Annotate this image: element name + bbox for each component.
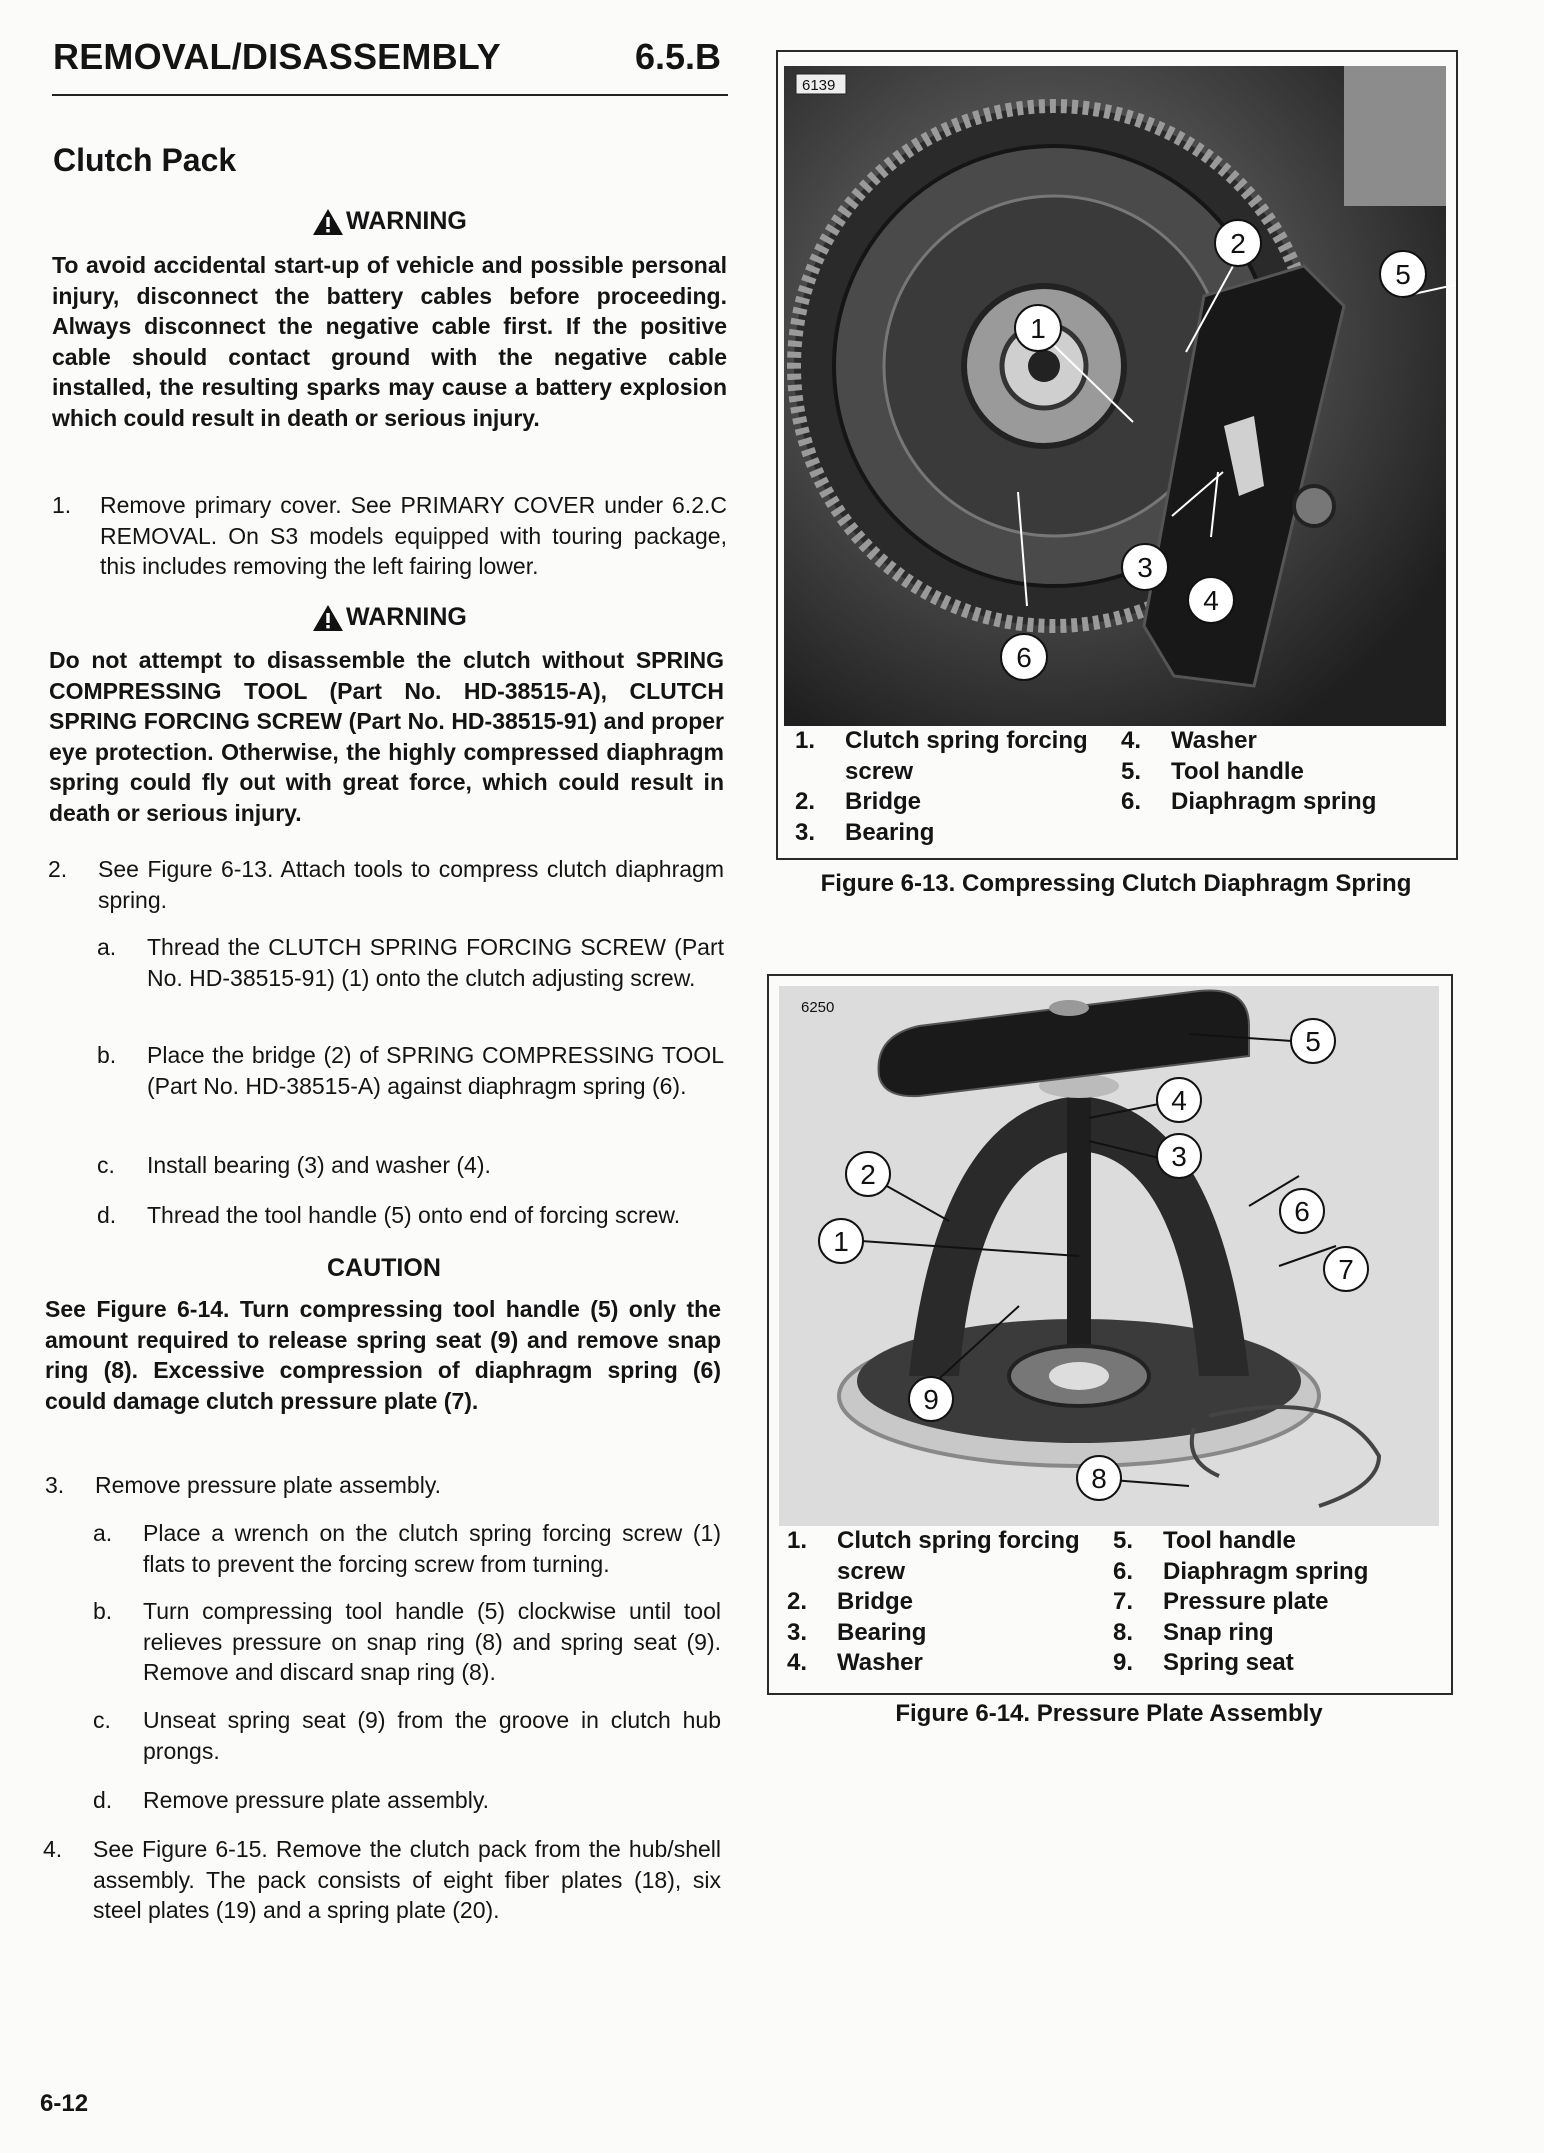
substep-letter: d. — [97, 1202, 117, 1228]
legend-num: 6. — [1121, 788, 1142, 815]
legend-num: 5. — [1113, 1527, 1134, 1554]
legend-text: Snap ring — [1163, 1618, 1274, 1646]
substep-letter: a. — [93, 1520, 113, 1546]
photo-id-label: 6250 — [801, 999, 835, 1016]
warning-heading-1 — [312, 207, 467, 236]
legend-row — [795, 726, 1115, 757]
legend-text: Bridge — [837, 1588, 914, 1615]
step-text: Remove primary cover. See PRIMARY COVER under 6.2.C REMOVAL. On S3 models equipped with touring package, this includes removing the left fairing lower. — [100, 492, 727, 579]
legend-num: 4. — [787, 1649, 808, 1676]
warning-label: WARNING — [346, 207, 467, 235]
step-number: 4. — [43, 1836, 63, 1862]
legend-text: screw — [837, 1557, 906, 1585]
callout-8: 8 — [1091, 1463, 1107, 1494]
callout-1: 1 — [833, 1226, 849, 1257]
substep-letter: b. — [97, 1042, 117, 1068]
step-3b — [93, 1596, 721, 1688]
legend-num: 1. — [787, 1527, 808, 1554]
callout-2: 2 — [860, 1159, 876, 1190]
figure-6-13-legend-left — [795, 726, 1115, 848]
callout-1: 1 — [1030, 313, 1046, 344]
legend-row — [787, 1557, 1107, 1588]
substep-letter: c. — [93, 1707, 111, 1733]
step-number: 1. — [52, 492, 72, 518]
legend-num: 5. — [1121, 757, 1142, 785]
legend-text: Bridge — [845, 788, 922, 815]
page-number: 6-12 — [40, 2090, 89, 2117]
caution-text: See Figure 6-14. Turn compressing tool handle (5) only the amount required to release spring seat (9) and remove snap ring (8). Excessive compression of diaphragm spring (6) could damage clutch pressure plate (7). — [45, 1296, 721, 1414]
step-text: See Figure 6-15. Remove the clutch pack from the hub/shell assembly. The pack consists of eight fiber plates (18), six steel plates (19) and a spring plate (20). — [93, 1836, 721, 1923]
legend-text: Spring seat — [1163, 1649, 1294, 1676]
substep-text: Turn compressing tool handle (5) clockwise until tool relieves pressure on snap ring (8) and spring seat (9). Remove and discard snap ring (8). — [143, 1598, 721, 1685]
page-header-section: 6.5.B — [635, 36, 722, 77]
substep-text: Place a wrench on the clutch spring forcing screw (1) flats to prevent the forcing screw from turning. — [143, 1520, 721, 1577]
legend-row — [1121, 787, 1441, 818]
legend-text: Washer — [837, 1649, 923, 1676]
legend-text: Diaphragm spring — [1163, 1557, 1369, 1585]
step-4 — [43, 1834, 721, 1926]
warning-triangle-icon — [312, 208, 344, 236]
figure-6-14-box — [767, 974, 1453, 1695]
legend-text: Clutch spring forcing — [845, 727, 1088, 754]
legend-row — [1121, 757, 1441, 788]
substep-text: Thread the CLUTCH SPRING FORCING SCREW (Part No. HD-38515-91) (1) onto the clutch adjusting screw. — [147, 934, 724, 991]
step-2c — [97, 1150, 724, 1181]
substep-text: Install bearing (3) and washer (4). — [147, 1152, 491, 1178]
caution-heading: CAUTION — [327, 1254, 441, 1282]
figure-6-14-callouts — [769, 976, 1451, 1536]
legend-text: Bearing — [837, 1618, 927, 1646]
legend-num: 1. — [795, 727, 816, 754]
step-text: Remove pressure plate assembly. — [95, 1472, 441, 1498]
warning-label: WARNING — [346, 603, 467, 631]
photo-id-label: 6139 — [802, 77, 836, 94]
legend-num: 2. — [795, 788, 816, 815]
figure-6-14-caption: Figure 6-14. Pressure Plate Assembly — [895, 1700, 1323, 1727]
legend-row — [795, 818, 1115, 849]
legend-row — [1113, 1648, 1433, 1679]
legend-num — [787, 1557, 837, 1588]
callout-5: 5 — [1305, 1026, 1321, 1057]
step-2 — [48, 854, 724, 915]
legend-row — [1113, 1618, 1433, 1649]
callout-4: 4 — [1203, 585, 1219, 616]
callout-3: 3 — [1137, 552, 1153, 583]
legend-num: 3. — [795, 818, 816, 846]
legend-row — [1113, 1526, 1433, 1557]
callout-6: 6 — [1016, 642, 1032, 673]
substep-letter: d. — [93, 1787, 113, 1813]
substep-letter: b. — [93, 1598, 113, 1624]
legend-num: 9. — [1113, 1649, 1134, 1676]
substep-letter: c. — [97, 1152, 115, 1178]
figure-6-14-legend-left — [787, 1526, 1107, 1679]
legend-num: 4. — [1121, 727, 1142, 754]
substep-letter: a. — [97, 934, 117, 960]
callout-4: 4 — [1171, 1085, 1187, 1116]
step-2b — [97, 1040, 724, 1101]
callout-5: 5 — [1395, 259, 1411, 290]
figure-6-13-caption: Figure 6-13. Compressing Clutch Diaphragm Spring — [820, 870, 1412, 897]
step-3 — [45, 1470, 721, 1501]
legend-num: 6. — [1113, 1557, 1134, 1585]
warning-heading-2 — [312, 603, 467, 632]
legend-text: Pressure plate — [1163, 1588, 1329, 1615]
figure-6-13-box — [776, 50, 1458, 860]
legend-text: Bearing — [845, 818, 935, 846]
callout-7: 7 — [1338, 1254, 1354, 1285]
step-1 — [52, 490, 727, 582]
legend-row — [787, 1648, 1107, 1679]
callout-9: 9 — [923, 1384, 939, 1415]
legend-text: Tool handle — [1163, 1527, 1296, 1554]
warning-triangle-icon — [312, 604, 344, 632]
callout-3: 3 — [1171, 1141, 1187, 1172]
step-number: 2. — [48, 856, 68, 882]
legend-text: screw — [845, 757, 914, 785]
legend-text: Diaphragm spring — [1171, 788, 1377, 815]
legend-row — [1113, 1587, 1433, 1618]
step-number: 3. — [45, 1472, 65, 1498]
legend-num: 2. — [787, 1588, 808, 1615]
legend-row — [787, 1587, 1107, 1618]
figure-6-14-legend-right — [1113, 1526, 1433, 1679]
step-3a — [93, 1518, 721, 1579]
step-3d — [93, 1785, 721, 1816]
substep-text: Place the bridge (2) of SPRING COMPRESSING TOOL (Part No. HD-38515-A) against diaphragm spring (6). — [147, 1042, 724, 1099]
legend-row — [787, 1526, 1107, 1557]
legend-num — [795, 757, 845, 788]
step-2a — [97, 932, 724, 993]
legend-text: Clutch spring forcing — [837, 1527, 1080, 1554]
legend-num: 8. — [1113, 1618, 1134, 1646]
legend-row — [1121, 726, 1441, 757]
header-rule — [52, 94, 728, 96]
callout-6: 6 — [1294, 1196, 1310, 1227]
legend-row — [795, 757, 1115, 788]
warning-text-2: Do not attempt to disassemble the clutch without SPRING COMPRESSING TOOL (Part No. HD-38515-A), CLUTCH SPRING FORCING SCREW (Part No. HD-38515-91) and proper eye protection. Otherwise, the highly compressed diaphragm spring could fly out with great force, which could result in death or serious injury. — [49, 647, 724, 826]
figure-6-13-callouts — [778, 52, 1456, 732]
callout-2: 2 — [1230, 228, 1246, 259]
warning-text-1: To avoid accidental start-up of vehicle and possible personal injury, disconnect the battery cables before proceeding. Always disconnect the negative cable first. If the positive cable should contact ground with the negative cable installed, the resulting sparks may cause a battery explosion which could result in death or serious injury. — [52, 252, 727, 431]
step-2d — [97, 1200, 724, 1231]
section-heading: Clutch Pack — [53, 142, 237, 178]
legend-row — [795, 787, 1115, 818]
legend-text: Tool handle — [1171, 757, 1304, 785]
legend-row — [1113, 1557, 1433, 1588]
page-header-title: REMOVAL/DISASSEMBLY — [53, 36, 501, 77]
step-3c — [93, 1705, 721, 1766]
substep-text: Unseat spring seat (9) from the groove in clutch hub prongs. — [143, 1707, 721, 1764]
legend-row — [787, 1618, 1107, 1649]
step-text: See Figure 6-13. Attach tools to compress clutch diaphragm spring. — [98, 856, 724, 913]
substep-text: Remove pressure plate assembly. — [143, 1787, 489, 1813]
figure-6-13-legend-right — [1121, 726, 1441, 818]
legend-num: 3. — [787, 1618, 808, 1646]
substep-text: Thread the tool handle (5) onto end of forcing screw. — [147, 1202, 681, 1228]
legend-num: 7. — [1113, 1588, 1134, 1615]
legend-text: Washer — [1171, 727, 1257, 754]
